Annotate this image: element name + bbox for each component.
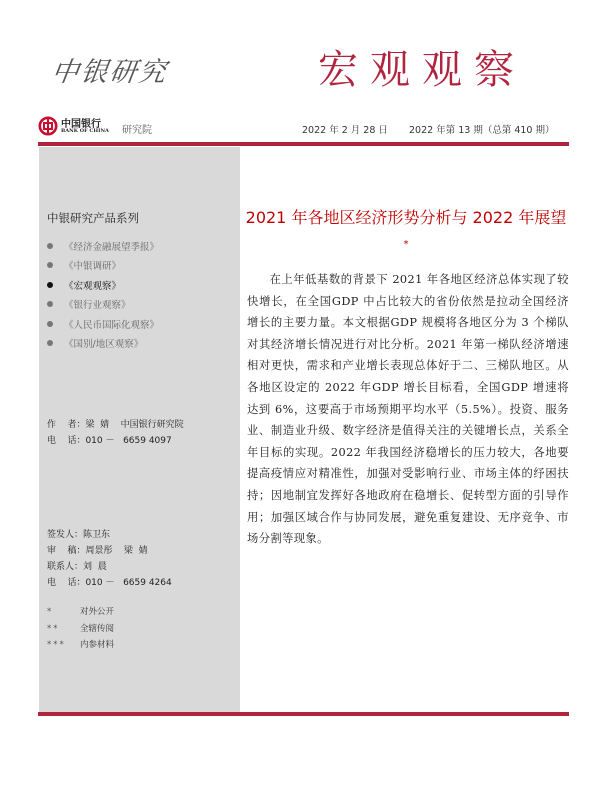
series-item-label: 《经济金融展望季报》 <box>64 241 160 253</box>
header-divider <box>38 142 569 146</box>
institute-label: 研究院 <box>122 125 152 136</box>
series-item <box>47 236 159 256</box>
article-abstract: 在上年低基数的背景下 2021 年各地区经济总体实现了较快增长，在全国GDP 中占比较大的省份依然是拉动全国经济增长的主要力量。本文根据GDP 规模将各地区分为 3 个梯队对其经济增长情况进行对比分析。2021 年第一梯队经济增速相对更快，需求和产业增长表现总体好于二、三梯队地区。从各地区设定的 2022 年GDP 增长目标看，全国GDP 增速将达到 6%，这要高于市场预期平均水平（5.5%）。投资、服务业、制造业升级、数字经济是值得关注的关键增长点，关系全年目标的实现。2022 年我国经济稳增长的压力较大，各地要提高疫情应对精准性，加强对受影响行业、市场主体的纾困扶持；因地制宜发挥好各地政府在稳增长、促转型方面的引导作用；加强区域合作与协同发展，避免重复建设、无序竞争、市场分割等现象。 <box>247 273 569 546</box>
footer-divider <box>38 712 569 716</box>
classification-label: 对外公开 <box>80 607 115 617</box>
bank-of-china-logo-icon <box>38 116 58 136</box>
classification-row <box>47 604 114 621</box>
bullet-icon <box>47 321 53 327</box>
star-icon: *** <box>47 640 66 650</box>
bullet-icon <box>47 243 53 249</box>
series-list <box>47 236 159 353</box>
brand-calligraphy-logo: 中银研究 <box>49 57 170 88</box>
series-item-label: 《中银调研》 <box>64 261 122 273</box>
classification-label: 全辖传阅 <box>80 623 115 634</box>
classification-row <box>47 621 114 638</box>
author-info <box>47 417 184 449</box>
bullet-icon <box>47 282 53 288</box>
footnote-mark: * <box>403 239 409 250</box>
series-item-active <box>47 275 159 295</box>
bullet-icon <box>47 262 53 268</box>
series-item <box>47 256 159 276</box>
approval-info <box>47 527 172 591</box>
reviewer-line: 审 稿：周景彤 梁 婧 <box>47 546 148 556</box>
bank-name-cn: 中国银行 <box>61 119 101 130</box>
classification-label: 内参材料 <box>80 640 115 650</box>
series-item-label: 《国别/地区观察》 <box>64 339 144 351</box>
issue-number: 2022 年第 13 期（总第 410 期） <box>409 125 555 136</box>
series-item-label: 《人民币国际化观察》 <box>64 319 160 331</box>
series-item <box>47 295 159 315</box>
signer-line: 签发人：陈卫东 <box>47 530 111 540</box>
series-item <box>47 314 159 334</box>
series-item <box>47 334 159 354</box>
star-icon: * <box>47 607 54 617</box>
contact-line: 联系人：刘 晨 <box>47 562 107 572</box>
publication-date: 2022 年 2 月 28 日 <box>302 125 388 136</box>
bullet-icon <box>47 340 53 346</box>
classification-row <box>47 637 114 654</box>
contact-phone: 电 话：010 － 6659 4264 <box>47 578 172 588</box>
bank-name-en: BANK OF CHINA <box>61 128 109 134</box>
series-item-label: 《宏观观察》 <box>64 280 122 292</box>
series-title: 中银研究产品系列 <box>47 211 139 225</box>
column-title: 宏观观察 <box>318 47 526 93</box>
article-title <box>244 204 568 261</box>
bullet-icon <box>47 301 53 307</box>
classification-legend <box>47 604 114 654</box>
article-title-text: 2021 年各地区经济形势分析与 2022 年展望 <box>245 208 567 227</box>
star-icon: ** <box>47 623 60 634</box>
author-phone: 电 话：010 － 6659 4097 <box>47 436 172 446</box>
author-line: 作 者：梁 婧 中国银行研究院 <box>47 420 184 430</box>
series-item-label: 《银行业观察》 <box>64 300 131 312</box>
